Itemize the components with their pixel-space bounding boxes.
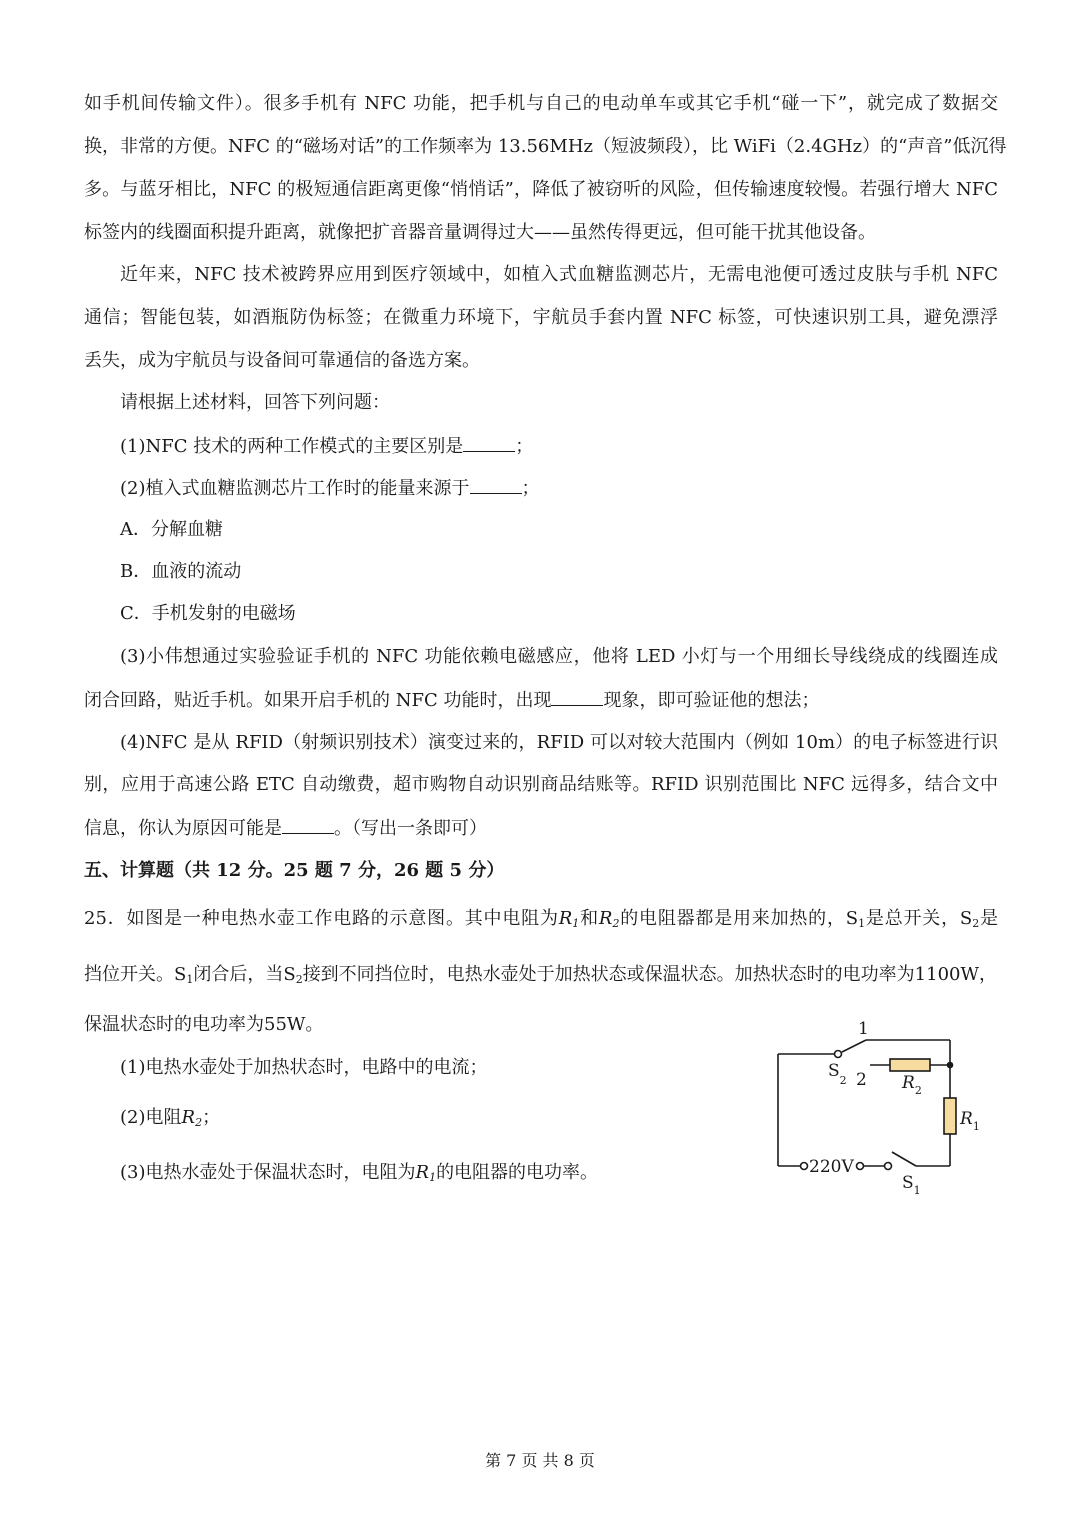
passage-line: 近年来，NFC 技术被跨界应用到医疗领域中，如植入式血糖监测芯片，无需电池便可透过皮肤与手机 NFC <box>120 264 998 285</box>
q25-text: 闭合后，当S <box>193 964 296 985</box>
question-3-line: (3)小伟想通过实验验证手机的 NFC 功能依赖电磁感应，他将 LED 小灯与一个用细长导线绕成的线圈连成 <box>120 646 998 667</box>
question-25-line: 保温状态时的电功率为55W。 <box>84 1014 324 1035</box>
question-25-sub-1: (1)电热水壶处于加热状态时，电路中的电流； <box>120 1057 488 1078</box>
resistor-r2 <box>890 1059 930 1071</box>
passage-line: 丢失，成为宇航员与设备间可靠通信的备选方案。 <box>84 350 480 371</box>
question-text: ； <box>521 478 540 499</box>
terminal <box>857 1163 864 1170</box>
answer-blank[interactable] <box>463 433 515 452</box>
question-25-sub-3: (3)电热水壶处于保温状态时，电阻为$R_1$的电阻器的电功率。 <box>120 1162 599 1184</box>
terminal-1-label: 1 <box>858 1019 869 1039</box>
passage-line: 换，非常的方便。NFC 的“磁场对话”的工作频率为 13.56MHz（短波频段），比 WiFi（2.4GHz）的“声音”低沉得 <box>84 136 1007 157</box>
passage-line: 通信；智能包装，如酒瓶防伪标签；在微重力环境下，宇航员手套内置 NFC 标签，可快速识别工具，避免漂浮 <box>84 307 998 328</box>
resistor-r1 <box>944 1098 956 1134</box>
question-2 <box>120 475 540 502</box>
option-b: B．血液的流动 <box>120 561 242 582</box>
question-text: 。（写出一条即可） <box>334 818 487 839</box>
r2-label: $R_2$ <box>902 1073 922 1097</box>
question-text: (1)NFC 技术的两种工作模式的主要区别是 <box>120 436 464 457</box>
question-text: (2)植入式血糖监测芯片工作时的能量来源于 <box>120 478 470 499</box>
s1-pivot <box>885 1163 892 1170</box>
s2-pivot <box>835 1051 842 1058</box>
question-text: ； <box>515 436 534 457</box>
question-25-line <box>84 962 997 993</box>
question-1 <box>120 433 533 460</box>
r2-symbol: $R_2$ <box>181 1107 203 1129</box>
option-c: C．手机发射的电磁场 <box>120 603 296 624</box>
q25-text: 的电阻器都是用来加热的，S <box>619 908 859 929</box>
questions-intro: 请根据上述材料，回答下列问题： <box>120 392 390 413</box>
answer-blank[interactable] <box>282 815 334 834</box>
voltage-label: 220V <box>809 1157 854 1177</box>
s2-subscript: 2 <box>295 973 303 986</box>
s2-blade <box>842 1040 866 1052</box>
answer-blank[interactable] <box>470 475 522 494</box>
question-text: 现象，即可验证他的想法； <box>603 690 820 711</box>
option-a: A．分解血糖 <box>120 519 223 540</box>
s2-label: $S_2$ <box>828 1061 847 1087</box>
section-heading: 五、计算题（共 12 分。25 题 7 分，26 题 5 分） <box>84 860 505 881</box>
question-4-line: 别，应用于高速公路 ETC 自动缴费，超市购物自动识别商品结账等。RFID 识别范围比 NFC 远得多，结合文中 <box>84 774 998 795</box>
s1-label: $S_1$ <box>902 1173 921 1197</box>
answer-blank[interactable] <box>551 687 603 706</box>
r1-symbol: $R_1$ <box>558 908 580 930</box>
question-25-line <box>84 906 998 937</box>
terminal-2-label: 2 <box>856 1070 867 1090</box>
s1-subscript: 1 <box>858 917 866 930</box>
q25-text: 挡位开关。S <box>84 964 187 985</box>
passage-line: 标签内的线圈面积提升距离，就像把扩音器音量调得过大——虽然传得更远，但可能干扰其他设备。 <box>84 222 876 243</box>
s2-subscript: 2 <box>972 917 980 930</box>
question-25-sub-2: (2)电阻$R_2$； <box>120 1107 221 1129</box>
question-text: 闭合回路，贴近手机。如果开启手机的 NFC 功能时，出现 <box>84 690 552 711</box>
q25-text: 是总开关，S <box>865 908 973 929</box>
s1-subscript: 1 <box>186 973 194 986</box>
q25-text: 25．如图是一种电热水壶工作电路的示意图。其中电阻为 <box>84 908 559 929</box>
q25-text: 是 <box>979 908 998 929</box>
question-4-line <box>84 815 487 842</box>
page-footer: 第 7 页 共 8 页 <box>485 1451 595 1470</box>
r2-symbol: $R_2$ <box>598 908 620 930</box>
s1-blade <box>892 1152 916 1166</box>
question-4-line: (4)NFC 是从 RFID（射频识别技术）演变过来的，RFID 可以对较大范围内（例如 10m）的电子标签进行识 <box>120 732 998 753</box>
passage-line: 多。与蓝牙相比，NFC 的极短通信距离更像“悄悄话”，降低了被窃听的风险，但传输速度较慢。若强行增大 NFC <box>84 179 998 200</box>
circuit-diagram <box>760 1010 1000 1200</box>
question-text: 信息，你认为原因可能是 <box>84 818 282 839</box>
terminal <box>801 1163 808 1170</box>
question-3-line <box>84 687 819 714</box>
passage-line: 如手机间传输文件）。很多手机有 NFC 功能，把手机与自己的电动单车或其它手机“碰一下”，就完成了数据交 <box>84 93 998 114</box>
q25-text: 接到不同挡位时，电热水壶处于加热状态或保温状态。加热状态时的电功率为1100W， <box>302 964 997 985</box>
r1-label: $R_1$ <box>960 1109 980 1133</box>
q25-text: 和 <box>579 908 599 929</box>
r1-symbol: $R_1$ <box>415 1162 437 1184</box>
